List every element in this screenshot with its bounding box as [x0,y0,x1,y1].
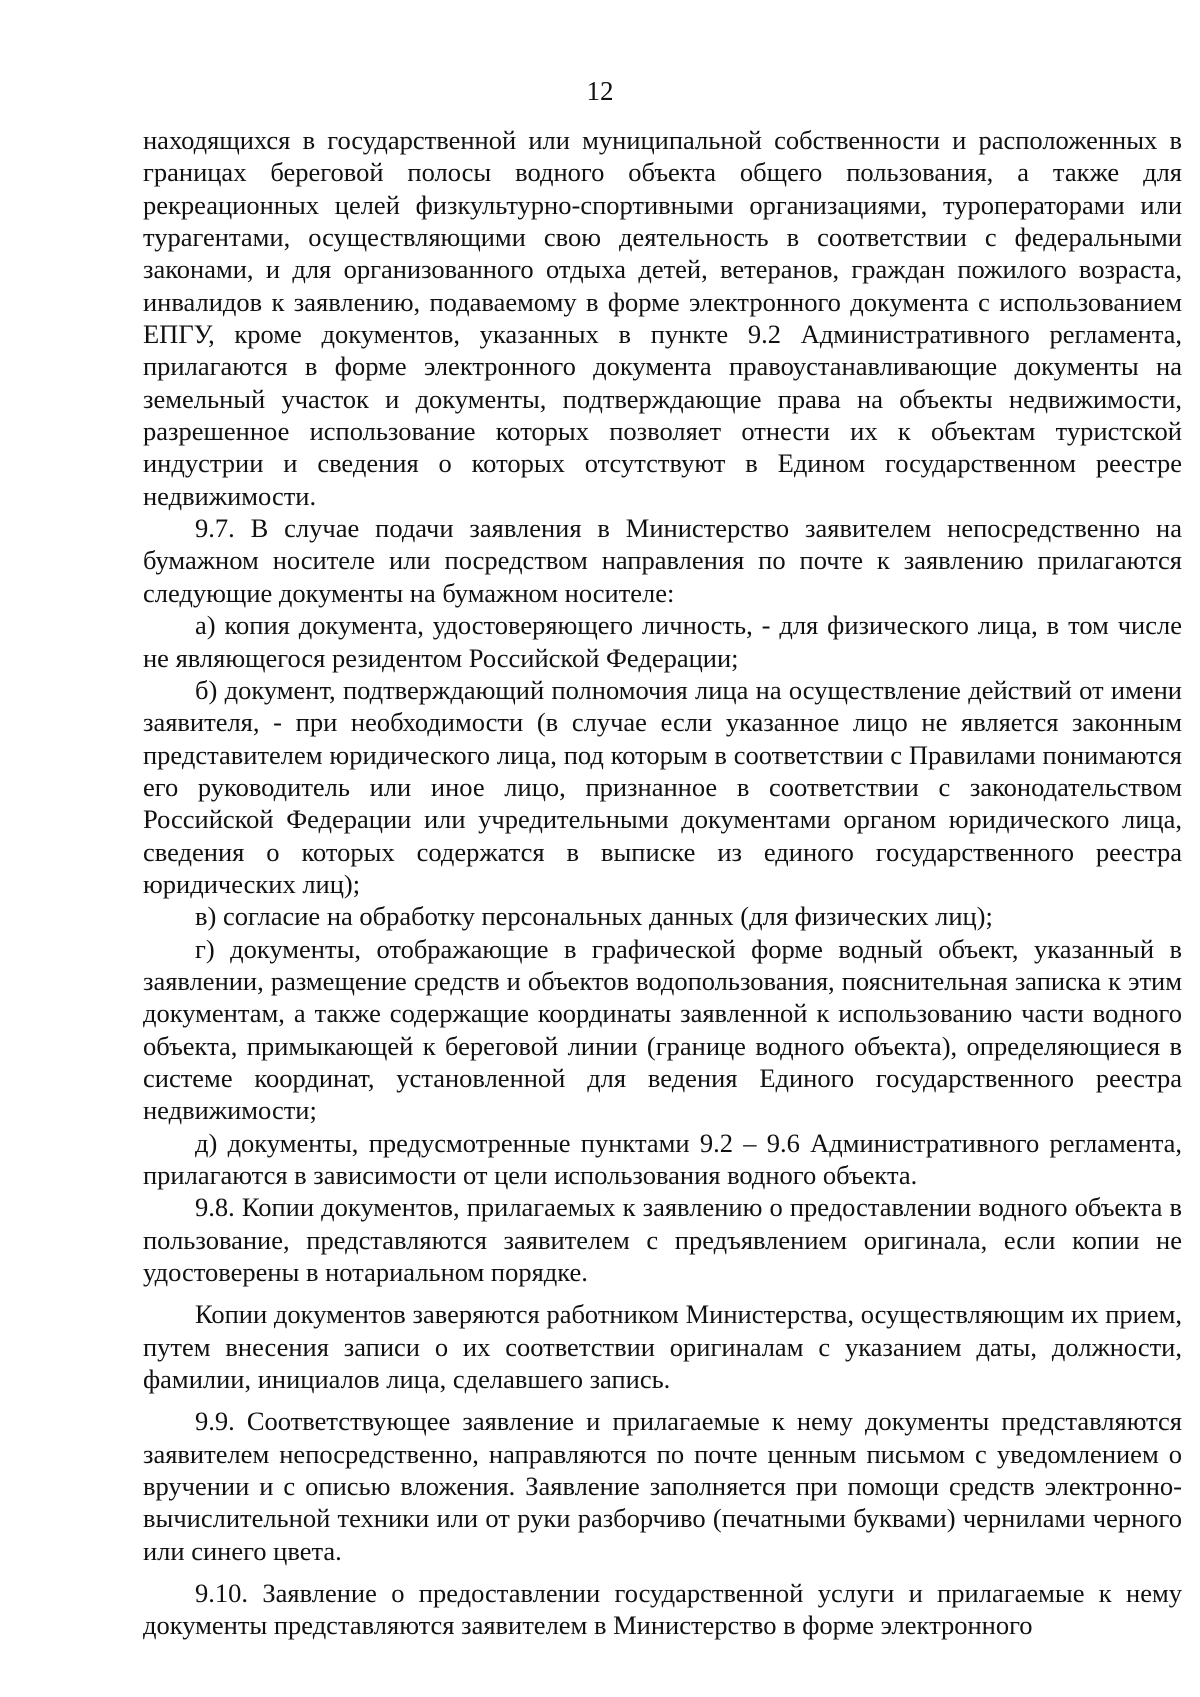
paragraph-copies-certification: Копии документов заверяются работником Министерства, осуществляющим их прием, путем внесения записи о их соответствии оригиналам с указанием даты, должности, фамилии, инициалов лица, сделавшего запись. [143,1299,1182,1395]
paragraph-9-7: 9.7. В случае подачи заявления в Министерство заявителем непосредственно на бумажном носителе или посредством направления по почте к заявлению прилагаются следующие документы на бумажном носителе: [143,513,1182,608]
list-item-a: а) копия документа, удостоверяющего личность, - для физического лица, в том числе не являющегося резидентом Российской Федерации; [143,610,1182,673]
list-item-v: в) согласие на обработку персональных данных (для физических лиц); [195,901,993,932]
paragraph-9-9: 9.9. Соответствующее заявление и прилагаемые к нему документы представляются заявителем непосредственно, направляются по почте ценным письмом с уведомлением о вручении и с описью вложения. Заявление заполняется при помощи средств электронно-вычислительной техники или от руки разборчиво (печатными буквами) чернилами черного или синего цвета. [143,1406,1182,1566]
paragraph-9-10: 9.10. Заявление о предоставлении государственной услуги и прилагаемые к нему документы представляются заявителем в Министерство в форме электронного [143,1578,1182,1641]
page-number: 12 [586,76,614,106]
list-item-g: г) документы, отображающие в графической форме водный объект, указанный в заявлении, размещение средств и объектов водопользования, пояснительная записка к этим документам, а также содержащие координаты заявленной к использованию части водного объекта, примыкающей к береговой линии (границе водного объекта), определяющиеся в системе координат, установленной для ведения Единого государственного реестра недвижимости; [143,933,1182,1126]
list-item-b: б) документ, подтверждающий полномочия лица на осуществление действий от имени заявителя, - при необходимости (в случае если указанное лицо не является законным представителем юридического лица, под которым в соответствии с Правилами понимаются его руководитель или иное лицо, признанное в соответствии с законодательством Российской Федерации или учредительными документами органом юридического лица, сведения о которых содержатся в выписке из единого государственного реестра юридических лиц); [143,674,1182,899]
document-body [143,124,1182,1642]
paragraph-9-8: 9.8. Копии документов, прилагаемых к заявлению о предоставлении водного объекта в пользование, представляются заявителем с предъявлением оригинала, если копии не удостоверены в нотариальном порядке. [143,1192,1182,1288]
list-item-d: д) документы, предусмотренные пунктами 9.2 – 9.6 Административного регламента, прилагаются в зависимости от цели использования водного объекта. [143,1127,1182,1190]
paragraph-continuation: находящихся в государственной или муниципальной собственности и расположенных в границах береговой полосы водного объекта общего пользования, а также для рекреационных целей физкультурно-спортивными организациями, туроператорами или турагентами, осуществляющими свою деятельность в соответствии с федеральными законами, и для организованного отдыха детей, ветеранов, граждан пожилого возраста, инвалидов к заявлению, подаваемому в форме электронного документа с использованием ЕПГУ, кроме документов, указанных в пункте 9.2 Административного регламента, прилагаются в форме электронного документа правоустанавливающие документы на земельный участок и документы, подтверждающие права на объекты недвижимости, разрешенное использование которых позволяет отнести их к объектам туристской индустрии и сведения о которых отсутствуют в Едином государственном реестре недвижимости. [143,125,1182,511]
